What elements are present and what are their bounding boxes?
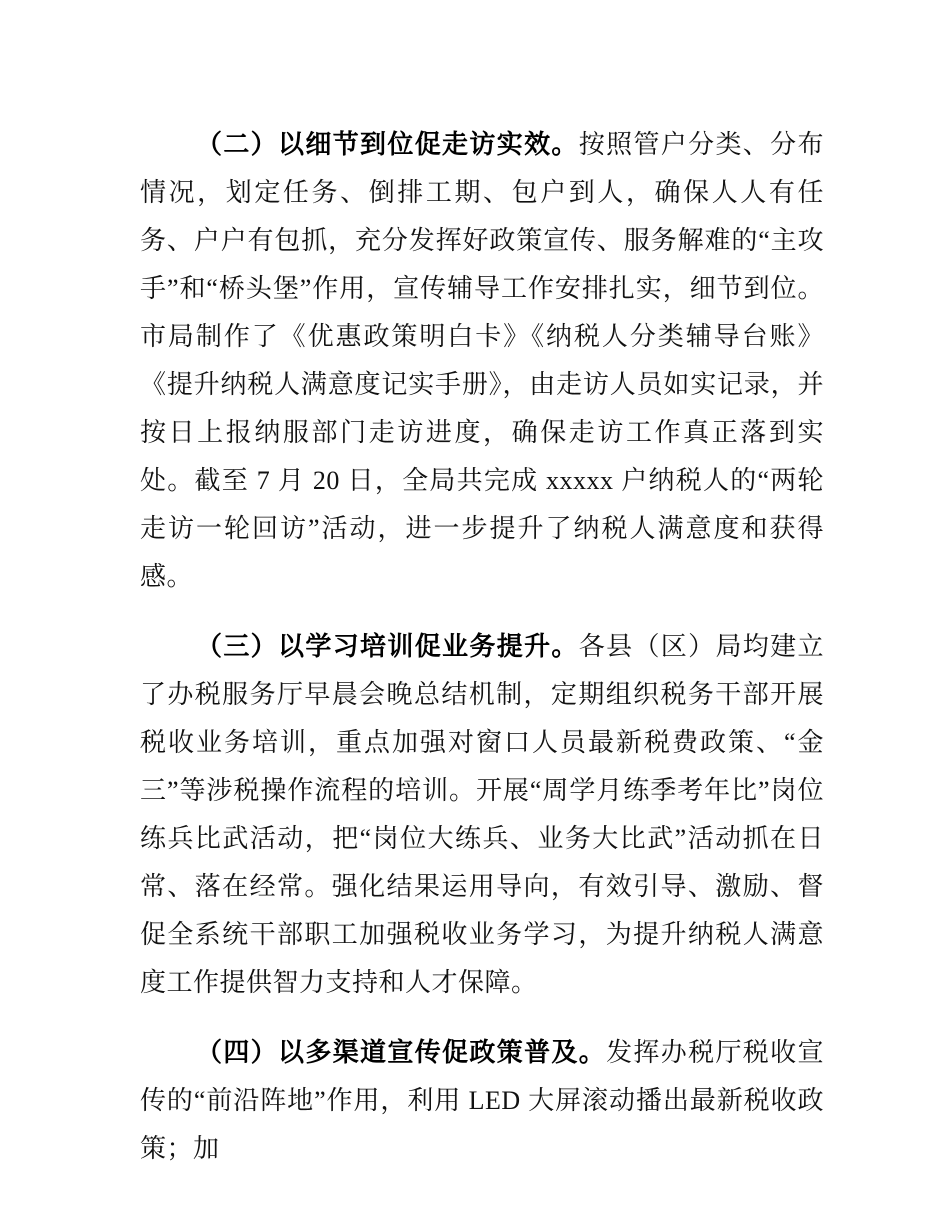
section-4-body-text: 发挥办税厅税收宣传的“前沿阵地”作用，利用 LED 大屏滚动播出最新税收政策；加 — [140, 1038, 824, 1163]
section-3-heading: （三）以学习培训促业务提升。 — [196, 631, 579, 661]
section-2-body-text: 按照管户分类、分布情况，划定任务、倒排工期、包户到人，确保人人有任务、户户有包抓，充分发挥好政策宣传、服务解难的“主攻手”和“桥头堡”作用，宣传辅导工作安排扎实，细节到位。市局制作了《优惠政策明白卡》《纳税人分类辅导台账》《提升纳税人满意度记实手册》，由走访人员如实记录，并按日上报纳服部门走访进度，确保走访工作真正落到实处。截至 7 月 20 日，全局共完成 xxxxx 户纳税人的“两轮走访一轮回访”活动，进一步提升了纳税人满意度和获得感。 — [140, 130, 824, 591]
section-4-heading: （四）以多渠道宣传促政策普及。 — [196, 1037, 607, 1067]
paragraph-section-4 — [140, 1028, 824, 1173]
paragraph-section-3 — [140, 622, 824, 1007]
paragraph-section-2 — [140, 120, 824, 601]
section-2-heading: （二）以细节到位促走访实效。 — [196, 129, 579, 159]
section-3-body-text: 各县（区）局均建立了办税服务厅早晨会晚总结机制，定期组织税务干部开展税收业务培训，重点加强对窗口人员最新税费政策、“金三”等涉税操作流程的培训。开展“周学月练季考年比”岗位练兵比武活动，把“岗位大练兵、业务大比武”活动抓在日常、落在经常。强化结果运用导向，有效引导、激励、督促全系统干部职工加强税收业务学习，为提升纳税人满意度工作提供智力支持和人才保障。 — [140, 632, 824, 997]
